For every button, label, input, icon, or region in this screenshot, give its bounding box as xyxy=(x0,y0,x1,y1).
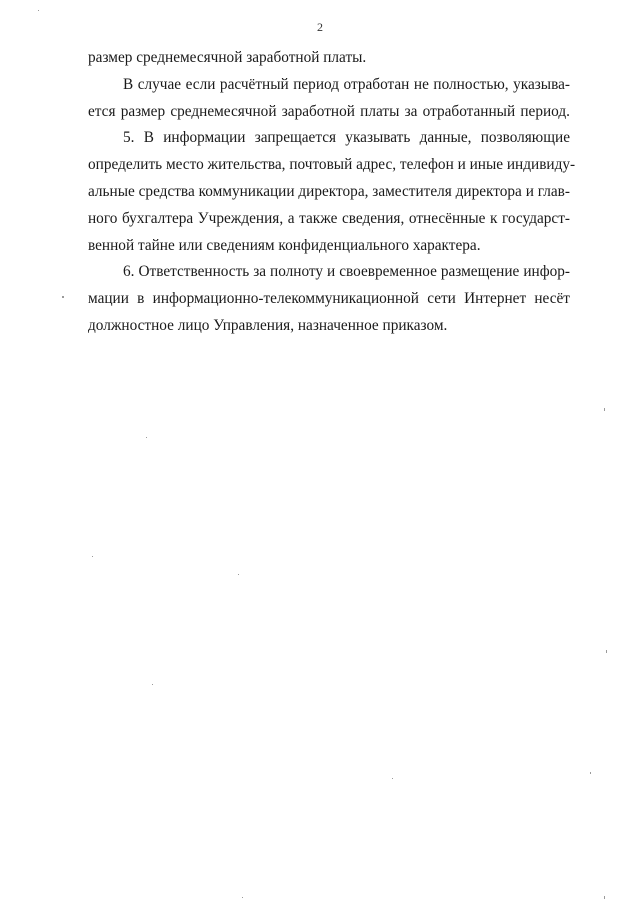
scan-speck xyxy=(152,684,153,685)
text-line: ется размер среднемесячной заработной платы за отработанный период. xyxy=(88,102,570,120)
document-body xyxy=(88,45,576,340)
text-line: 6. Ответственность за полноту и своевременное размещение инфор- xyxy=(123,263,570,281)
paragraph-continuation xyxy=(88,45,570,72)
scan-speck xyxy=(38,10,39,11)
scan-speck xyxy=(604,408,605,411)
text-line: 5. В информации запрещается указывать данные, позволяющие xyxy=(123,129,570,147)
paragraph-item-6 xyxy=(88,259,570,339)
paragraph-item-5 xyxy=(88,125,576,259)
text-line: мации в информационно-телекоммуникационной сети Интернет несёт xyxy=(88,290,570,308)
text-line: венной тайне или сведениям конфиденциального характера. xyxy=(88,236,481,254)
scan-speck xyxy=(606,650,607,653)
scan-speck xyxy=(62,296,64,298)
text-line: определить место жительства, почтовый адрес, телефон и иные индивиду- xyxy=(88,156,576,174)
paragraph-calculation-period xyxy=(88,72,570,126)
text-line: альные средства коммуникации директора, заместителя директора и глав- xyxy=(88,182,570,200)
scan-speck xyxy=(604,896,605,899)
text-line: размер среднемесячной заработной платы. xyxy=(88,49,367,66)
page-number: 2 xyxy=(317,20,323,34)
scan-speck xyxy=(92,556,93,557)
scan-speck xyxy=(238,574,239,575)
text-line: должностное лицо Управления, назначенное приказом. xyxy=(88,316,448,334)
text-line: ного бухгалтера Учреждения, а также сведения, отнесённые к государст- xyxy=(88,209,570,227)
scan-speck xyxy=(392,778,393,779)
text-line: В случае если расчётный период отработан не полностью, указыва- xyxy=(123,75,570,93)
scan-speck xyxy=(242,897,243,898)
scan-speck xyxy=(590,772,591,774)
scan-speck xyxy=(146,437,147,438)
